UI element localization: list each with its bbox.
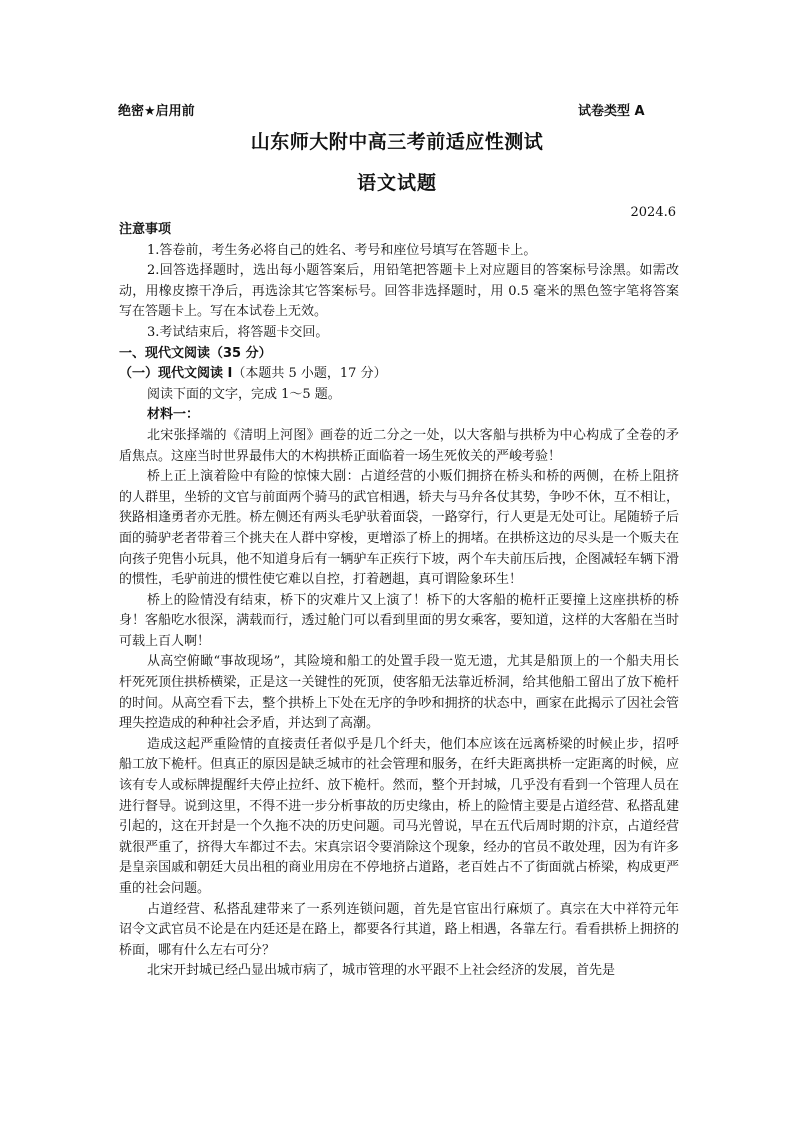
exam-date: 2024.6 (630, 205, 676, 220)
passage-paragraph: 北宋张择端的《清明上河图》画卷的近二分之一处，以大客船与拱桥为中心构成了全卷的矛盾焦点。这座当时世界最伟大的木构拱桥正面临着一场生死攸关的严峻考验！ (119, 427, 679, 464)
passage-paragraph: 桥上正上演着险中有险的惊悚大剧：占道经营的小贩们拥挤在桥头和桥的两侧，在桥上阻挤的人群里，坐轿的文官与前面两个骑马的武官相遇，轿夫与马弁各仗其势，争吵不休，互不相让，狭路相逢勇者亦无胜。桥左侧还有两头毛驴驮着面袋，一路穿行，行人更是无处可让。尾随轿子后面的骑驴老者带着三个挑夫在人群中穿梭，更增添了桥上的拥堵。在拱桥这边的尽头是一个贩夫在向孩子兜售小玩具，他不知道身后有一辆驴车正疾行下坡，两个车夫前压后拽，企图减轻车辆下滑的惯性，毛驴前进的惯性使它难以自控，打着趔趄，真可谓险象环生！ (119, 469, 679, 588)
passage-paragraph: 占道经营、私搭乱建带来了一系列连锁问题，首先是官宦出行麻烦了。真宗在大中祥符元年诏令文武官员不论是在内廷还是在路上，都要各行其道，路上相遇，各靠左行。看看拱桥上拥挤的桥面，哪有什么左右可分？ (119, 901, 679, 958)
exam-title: 山东师大附中高三考前适应性测试 (250, 131, 544, 153)
section-heading: 一、现代文阅读（35 分） (119, 345, 272, 361)
subsection-note: （本题共 5 小题，17 分） (232, 366, 387, 382)
confidentiality-label: 绝密★启用前 (118, 104, 195, 119)
paper-type-label: 试卷类型 A (578, 104, 645, 119)
passage-paragraph: 桥上的险情没有结束，桥下的灾难片又上演了！桥下的大客船的桅杆正要撞上这座拱桥的桥身！客船吃水很深，满载而行，透过舱门可以看到里面的男女乘客，要知道，这样的大客船在当时可载上百人啊！ (119, 592, 679, 649)
passage-paragraph: 造成这起严重险情的直接责任者似乎是几个纤夫，他们本应该在远离桥梁的时候止步，招呼船工放下桅杆。但真正的原因是缺乏城市的社会管理和服务，在纤夫距离拱桥一定距离的时候，应该有专人或标牌提醒纤夫停止拉纤、放下桅杆。然而，整个开封城，几乎没有看到一个管理人员在进行督导。说到这里，不得不进一步分析事故的历史缘由，桥上的险情主要是占道经营、私搭乱建引起的，这在开封是一个久拖不决的历史问题。司马光曾说，早在五代后周时期的汴京，占道经营就很严重了，挤得大车都过不去。宋真宗诏令要消除这个现象，经办的官员不敢处理，因为有许多是皇亲国戚和朝廷大员出租的商业用房在不停地挤占道路，老百姓占不了街面就占桥梁，构成更严重的社会问题。 (119, 736, 679, 896)
notice-item: 1.答卷前，考生务必将自己的姓名、考号和座位号填写在答题卡上。 (147, 242, 537, 258)
notice-item: 3.考试结束后，将答题卡交回。 (147, 324, 329, 340)
notice-heading: 注意事项 (119, 222, 172, 237)
exam-subtitle: 语文试题 (356, 172, 437, 194)
reading-instruction: 阅读下面的文字，完成 1～5 题。 (147, 386, 341, 402)
passage-paragraph: 北宋开封城已经凸显出城市病了，城市管理的水平跟不上社会经济的发展，首先是 (147, 963, 616, 979)
subsection-heading (119, 364, 679, 385)
material-label: 材料一： (147, 407, 200, 423)
notice-item: 2.回答选择题时，选出每小题答案后，用铅笔把答题卡上对应题目的答案标号涂黑。如需改动，用橡皮擦干净后，再选涂其它答案标号。回答非选择题时，用 0.5 毫米的黑色签字笔将答案写在答题卡上。写在本试卷上无效。 (119, 263, 679, 320)
subsection-title: （一）现代文阅读 I (119, 366, 233, 382)
exam-body (119, 220, 679, 982)
passage-paragraph: 从高空俯瞰“事故现场”，其险境和船工的处置手段一览无遗，尤其是船顶上的一个船夫用长杆死死顶住拱桥横梁，正是这一关键性的死顶，使客船无法靠近桥洞，给其他船工留出了放下桅杆的时间。从高空看下去，整个拱桥上下处在无序的争吵和拥挤的状态中，画家在此揭示了因社会管理失控造成的种种社会矛盾，并达到了高潮。 (119, 654, 679, 732)
